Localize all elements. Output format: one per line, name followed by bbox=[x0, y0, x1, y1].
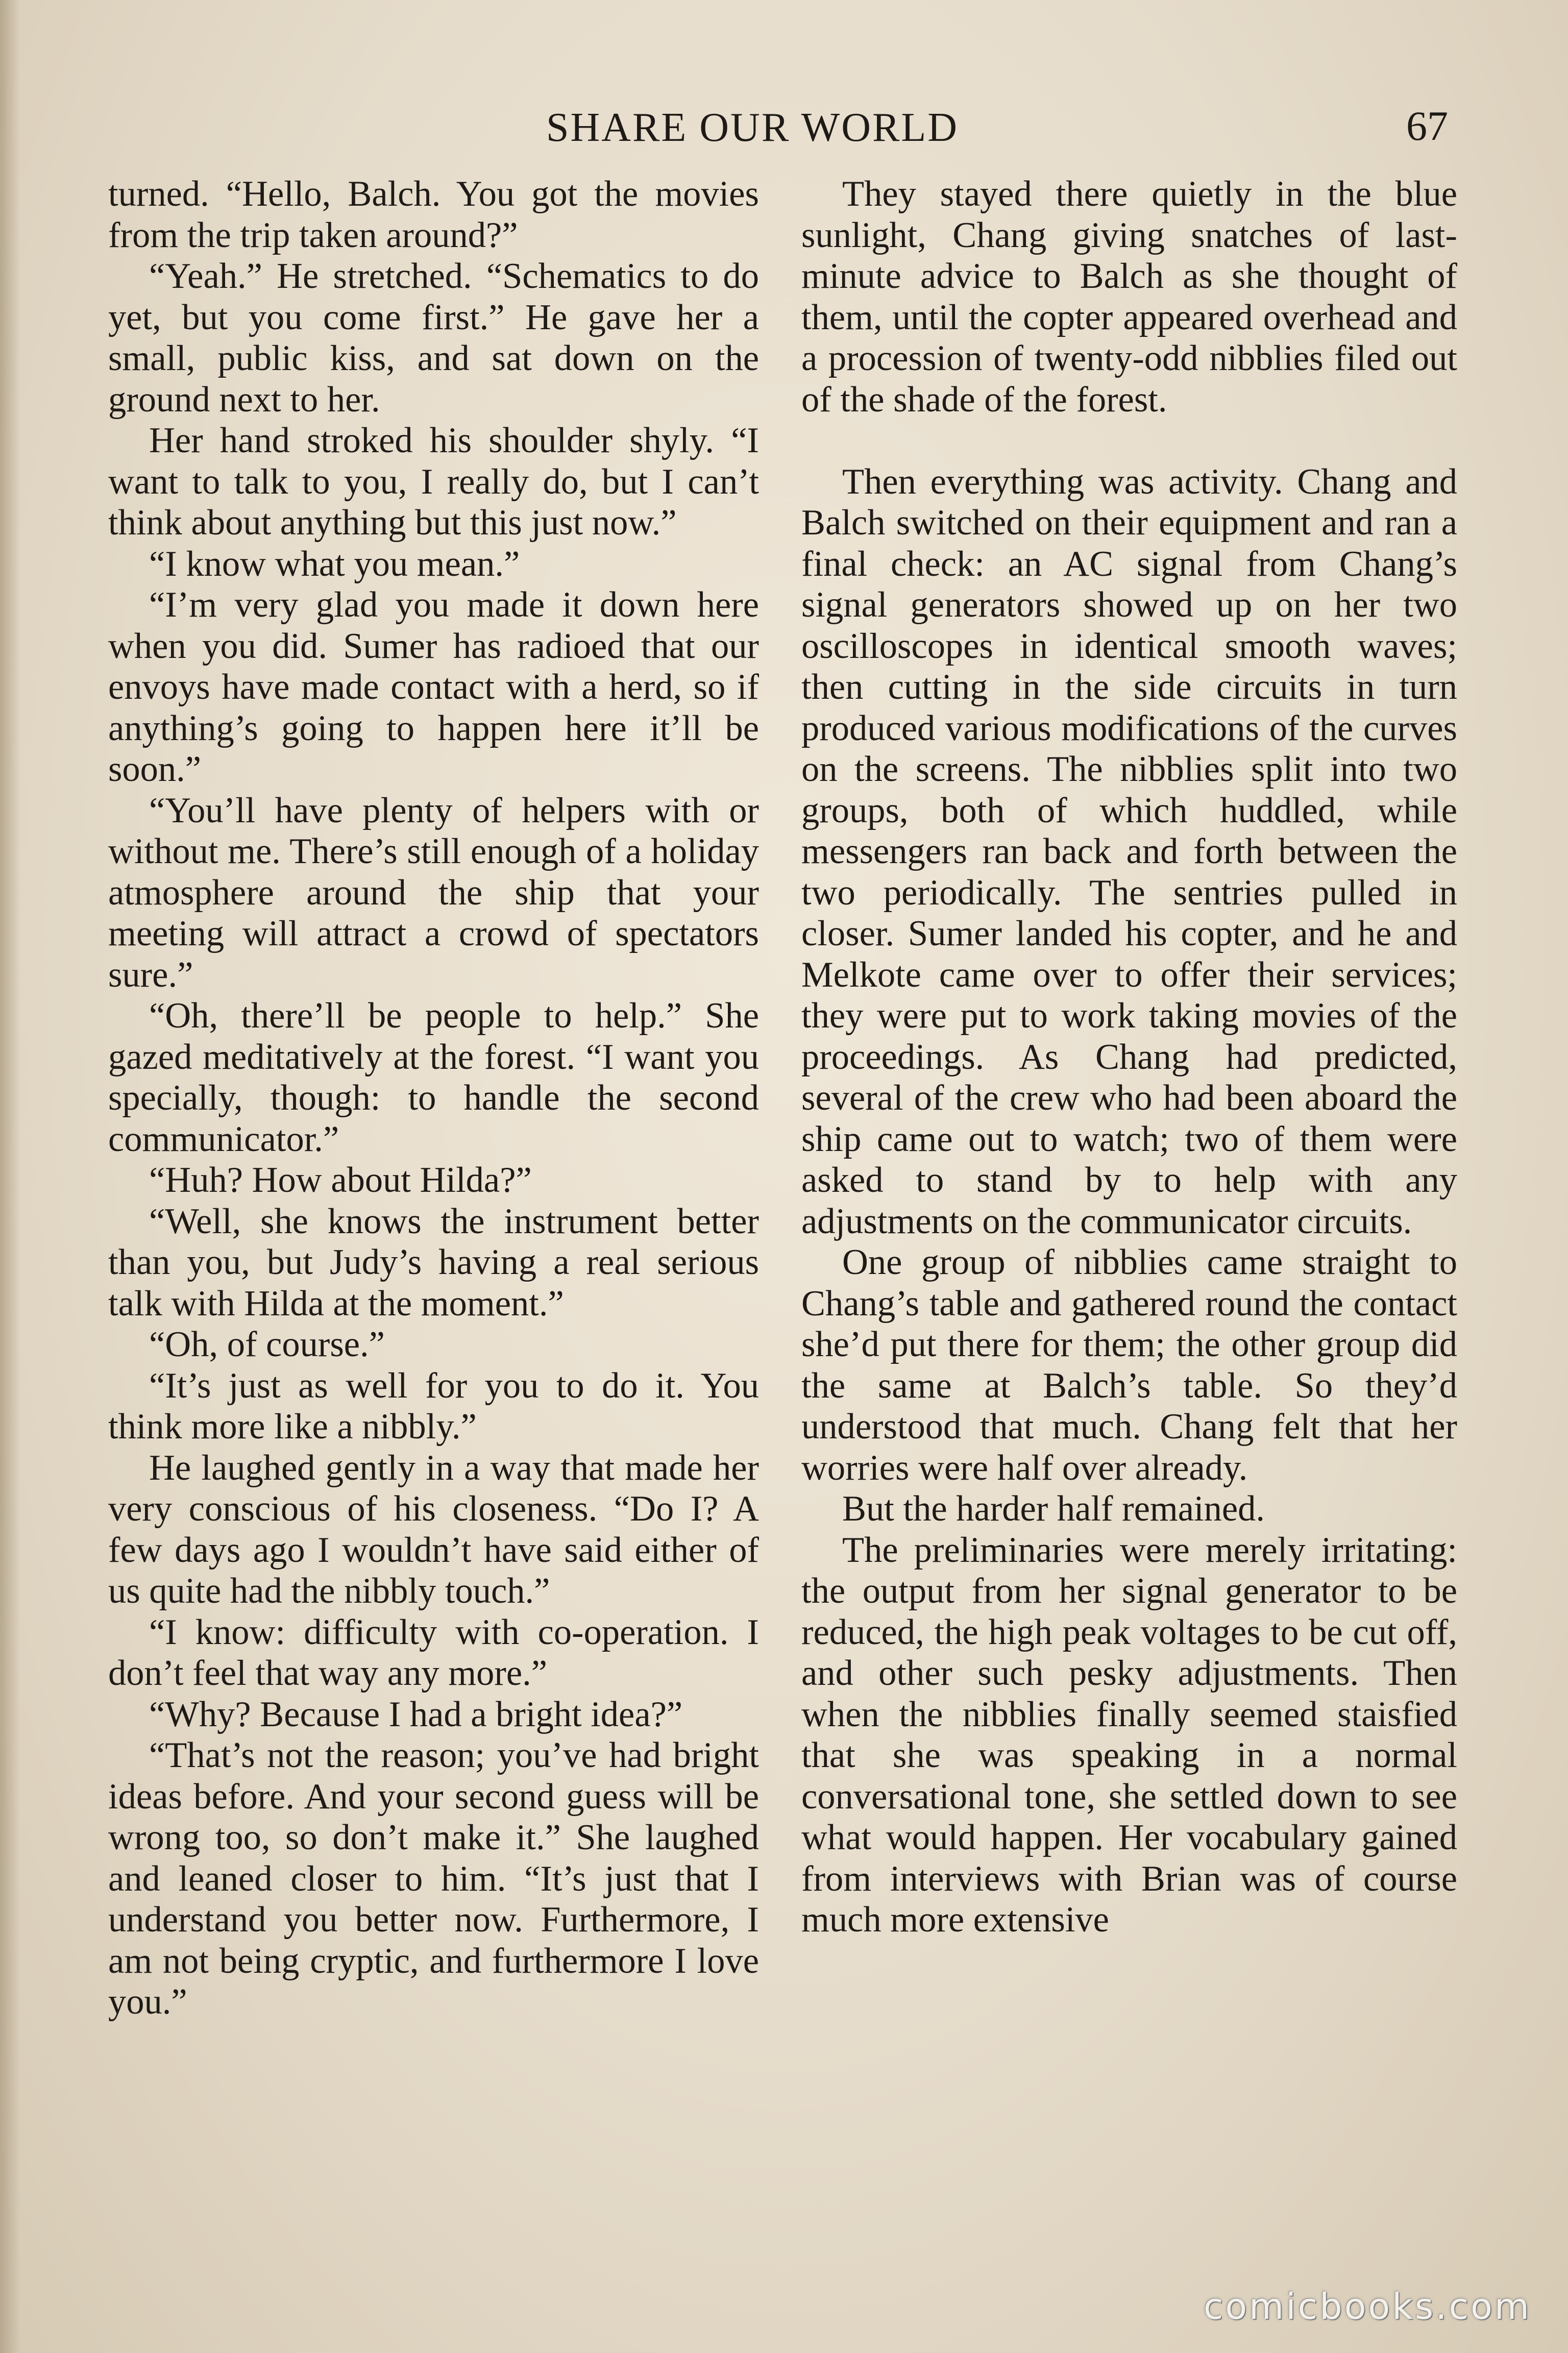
watermark-text: comicbooks.com bbox=[1203, 2286, 1531, 2327]
paragraph: “Oh, there’ll be people to help.” She gazed meditatively at the forest. “I want you specially, though: to handle the second communicator.” bbox=[108, 996, 759, 1159]
paragraph: “Oh, of course.” bbox=[149, 1325, 385, 1364]
paragraph: But the harder half remained. bbox=[842, 1489, 1265, 1529]
paragraph: He laughed gently in a way that made her very conscious of his closeness. “Do I? A few days ago I wouldn’t have said either of us quite had the nibbly touch.” bbox=[108, 1448, 759, 1611]
paragraph: They stayed there quietly in the blue sunlight, Chang giving snatches of last-minute advice to Balch as she thought of them, until the copter appeared overhead and a procession of twenty-odd nibblies filed out of the shade of the forest. bbox=[801, 174, 1457, 420]
paragraph: “Why? Because I had a bright idea?” bbox=[149, 1694, 683, 1734]
paragraph: “It’s just as well for you to do it. You think more like a nibbly.” bbox=[108, 1365, 759, 1447]
paragraph: “I know: difficulty with co-operation. I don’t feel that way any more.” bbox=[108, 1612, 759, 1693]
paragraph: turned. “Hello, Balch. You got the movies from the trip taken around?” bbox=[108, 174, 759, 255]
paragraph: The preliminaries were merely irritating: the output from her signal generator to be reduced, the high peak voltages to be cut off, and other such pesky adjustments. Then when the nibblies finally seemed staisfied that she was speaking in a normal conversational tone, she settled down to see what would happen. Her vocabulary gained from interviews with Brian was of course much more extensive bbox=[801, 1530, 1457, 1940]
page-edge-shadow bbox=[0, 0, 20, 2353]
paragraph: “Huh? How about Hilda?” bbox=[149, 1160, 532, 1200]
paragraph: Her hand stroked his shoulder shyly. “I want to talk to you, I really do, but I can’t think about anything but this just now.” bbox=[108, 421, 759, 543]
paragraph: “I’m very glad you made it down here when you did. Sumer has radioed that our envoys have made contact with a herd, so if anything’s going to happen here it’ll be soon.” bbox=[108, 585, 759, 789]
paragraph: Then everything was activity. Chang and Balch switched on their equipment and ran a final check: an AC signal from Chang’s signal generators showed up on her two oscilloscopes in identical smooth waves; then cutting in the side circuits in turn produced various modifications of the curves on the screens. The nibblies split into two groups, both of which huddled, while messengers ran back and forth between the two periodically. The sentries pulled in closer. Sumer landed his copter, and he and Melkote came over to offer their services; they were put to work taking movies of the proceedings. As Chang had predicted, several of the crew who had been aboard the ship came out to watch; two of them were asked to stand by to help with any adjustments on the communicator circuits. bbox=[801, 461, 1457, 1241]
right-text-column bbox=[801, 174, 1457, 1941]
paragraph: One group of nibblies came straight to Chang’s table and gathered round the contact she’d put there for them; the other group did the same at Balch’s table. So they’d understood that much. Chang felt that her worries were half over already. bbox=[801, 1242, 1457, 1488]
paragraph: “That’s not the reason; you’ve had bright ideas before. And your second guess will be wrong too, so don’t make it.” She laughed and leaned closer to him. “It’s just that I understand you better now. Furthermore, I am not being cryptic, and furthermore I love you.” bbox=[108, 1735, 759, 2022]
paragraph: “I know what you mean.” bbox=[149, 544, 520, 584]
paragraph: “Yeah.” He stretched. “Schematics to do yet, but you come first.” He gave her a small, public kiss, and sat down on the ground next to her. bbox=[108, 256, 759, 420]
paragraph: “Well, she knows the instrument better than you, but Judy’s having a real serious talk with Hilda at the moment.” bbox=[108, 1201, 759, 1323]
page-number: 67 bbox=[1406, 103, 1448, 149]
left-text-column bbox=[108, 174, 759, 2023]
running-title: SHARE OUR WORLD bbox=[546, 105, 959, 150]
paragraph: “You’ll have plenty of helpers with or without me. There’s still enough of a holiday atmosphere around the ship that your meeting will attract a crowd of spectators sure.” bbox=[108, 790, 759, 995]
